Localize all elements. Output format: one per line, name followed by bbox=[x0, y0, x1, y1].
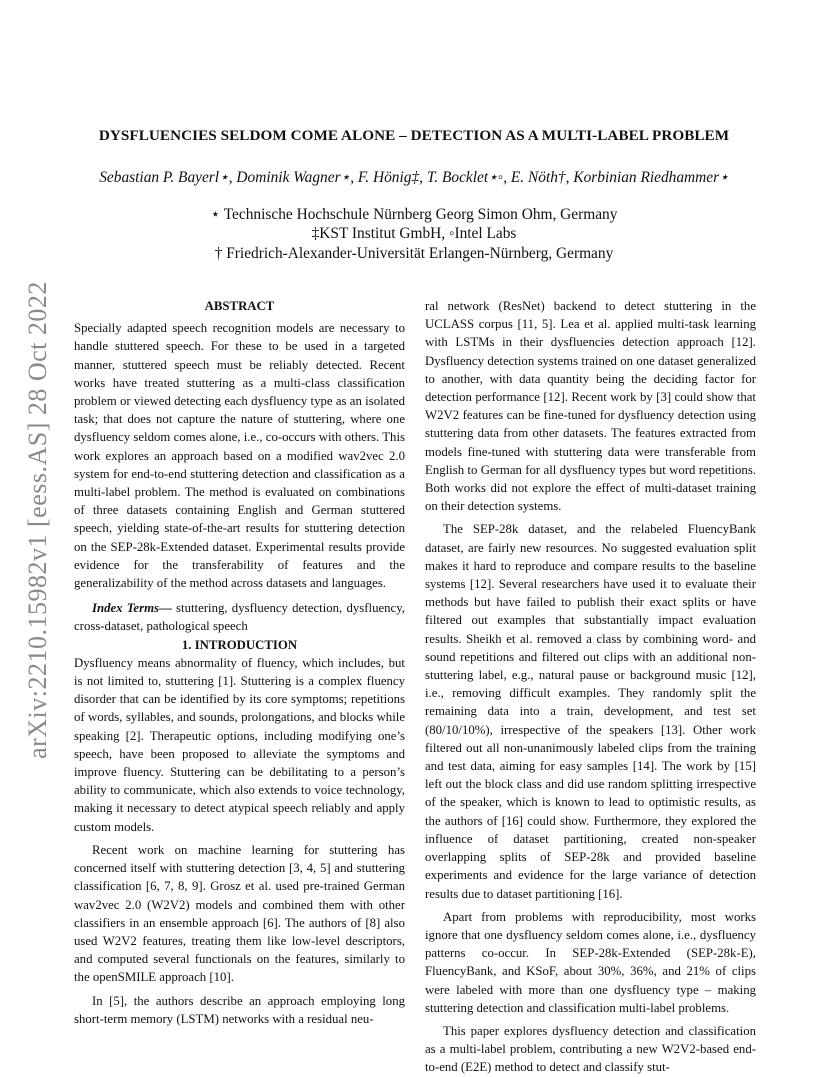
index-terms bbox=[74, 599, 405, 635]
intro-paragraph-3: In [5], the authors describe an approach employing long short-term memory (LSTM) networks with a residual neu- bbox=[74, 993, 405, 1026]
author-list: Sebastian P. Bayerl⋆, Dominik Wagner⋆, F. Hönig‡, T. Bocklet⋆◦, E. Nöth†, Korbinian Riedhammer⋆ bbox=[99, 169, 729, 186]
right-paragraph-2: The SEP-28k dataset, and the relabeled FluencyBank dataset, are fairly new resources. No suggested evaluation split makes it hard to reproduce and compare results to the baseline systems [12]. Several researchers have used it to evaluate their methods but have failed to publish their exact splits or have filtered out examples that substantially impact evaluation results. Sheikh et al. removed a class by combining word- and sound repetitions and filtered out clips with an additional non-stuttering label, e.g., natural pause or background music [12], i.e., removing difficult examples. They randomly split the remaining data into a train, development, and test set (80/10/10%), irrespective of the speakers [13]. Other work filtered out all non-unanimously labeled clips from the training and test data, aiming for easy samples [14]. The work by [15] left out the block class and did use random splitting irrespective of the speaker, which is known to lead to optimistic results, as the authors of [16] could show. Furthermore, they explored the influence of dataset partitioning, created non-speaker overlapping splits of SEP-28k and provided baseline experiments and evidence for the large variance of detection results due to dataset partitioning [16]. bbox=[425, 522, 756, 901]
left-column bbox=[74, 297, 405, 1028]
paper-title: DYSFLUENCIES SELDOM COME ALONE – DETECTION AS A MULTI-LABEL PROBLEM bbox=[98, 127, 730, 144]
affiliation-3: † Friedrich-Alexander-Universität Erlangen-Nürnberg, Germany bbox=[214, 245, 614, 262]
right-paragraph-1: ral network (ResNet) backend to detect stuttering in the UCLASS corpus [11, 5]. Lea et al. applied multi-task learning with LSTMs in their dysfluencies detection approach [12]. Dysfluency detection systems trained on one dataset generalized to another, with data quantity being the deciding factor for detection performance [12]. Recent work by [3] could show that W2V2 features can be fine-tuned for dysfluency detection using stuttering data from other datasets. The features extracted from models fine-tuned with stuttering data were transferable from English to German for all dysfluency types but word repetitions. Both works did not explore the effect of multi-dataset training on their detection systems. bbox=[425, 299, 756, 514]
index-terms-text: stuttering, dysfluency detection, dysfluency, cross-dataset, pathological speech bbox=[74, 601, 405, 634]
introduction-heading: 1. INTRODUCTION bbox=[181, 637, 298, 652]
intro-paragraph-1: Dysfluency means abnormality of fluency, which includes, but is not limited to, stuttering [1]. Stuttering is a complex fluency disorder that can be identified by its core symptoms; repetitions of words, syllables, and sounds, prolongations, and blocks while speaking [2]. Therapeutic options, including modifying one’s speech, have been proposed to alleviate the symptoms and improve fluency. Stuttering can be debilitating to a person’s ability to communicate, which also extends to voice technology, making it necessary to detect atypical speech reliably and apply custom models. bbox=[74, 655, 405, 834]
abstract-text: Specially adapted speech recognition models are necessary to handle stuttered speech. For these to be used in a targeted manner, stuttered speech must be reliably detected. Recent works have treated stuttering as a multi-class classification problem or viewed detecting each dysfluency type as an isolated task; that does not capture the nature of stuttering, where one dysfluency seldom comes alone, i.e., co-occurs with others. This work explores an approach based on a modified wav2vec 2.0 system for end-to-end stuttering detection and classification as a multi-label problem. The method is evaluated on combinations of three datasets containing English and German stuttered speech, yielding state-of-the-art results for stuttering detection on the SEP-28k-Extended dataset. Experimental results provide evidence for the transferability of features and the generalizability of the method across datasets and languages. bbox=[74, 321, 405, 591]
right-paragraph-4: This paper explores dysfluency detection and classification as a multi-label problem, contributing a new W2V2-based end-to-end (E2E) method to detect and classify stut- bbox=[425, 1023, 756, 1075]
arxiv-sidebar-identifier: arXiv:2210.15982v1 [eess.AS] 28 Oct 2022 bbox=[23, 281, 52, 759]
abstract-heading: ABSTRACT bbox=[204, 299, 275, 313]
right-paragraph-3: Apart from problems with reproducibility, most works ignore that one dysfluency seldom comes alone, i.e., dysfluency patterns co-occur. In SEP-28k-Extended (SEP-28k-E), FluencyBank, and KSoF, about 30%, 36%, and 21% of clips were labeled with more than one dysfluency type – making stuttering detection and classification multi-label problems. bbox=[425, 909, 756, 1015]
right-column bbox=[425, 297, 756, 1077]
affiliation-1: ⋆ Technische Hochschule Nürnberg Georg Simon Ohm, Germany bbox=[210, 206, 618, 223]
affiliation-2: ‡KST Institut GmbH, ◦Intel Labs bbox=[311, 225, 517, 242]
intro-paragraph-2: Recent work on machine learning for stuttering has concerned itself with stuttering detection [3, 4, 5] and stuttering classification [6, 7, 8, 9]. Grosz et al. used pre-trained German wav2vec 2.0 (W2V2) models and combined them with other classifiers in an ensemble approach [6]. The authors of [8] also used W2V2 features, treating them like low-level descriptors, and computed several functionals on the features, similarly to the openSMILE approach [10]. bbox=[74, 842, 405, 985]
index-terms-label: Index Terms— bbox=[92, 601, 172, 616]
